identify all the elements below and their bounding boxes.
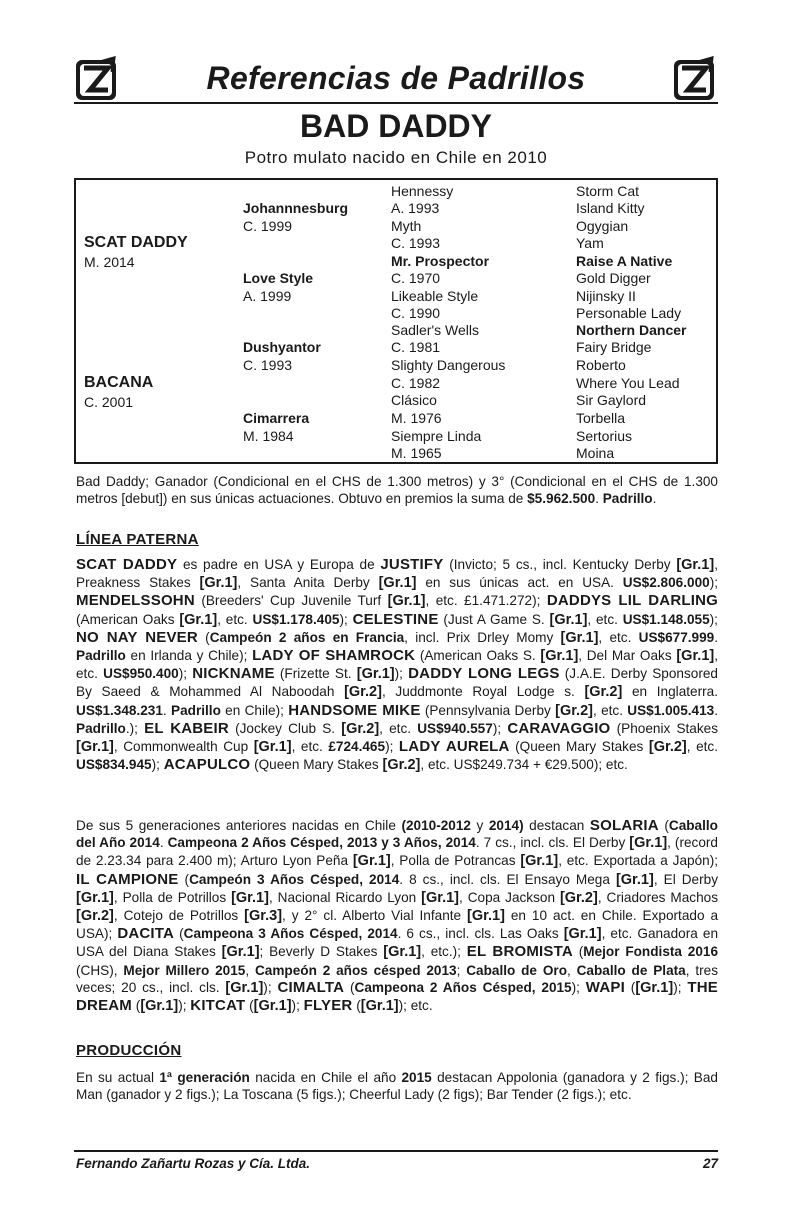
text-fragment: , Juddmonte Royal Lodge s. [381, 684, 585, 700]
text-fragment: [Gr.2] [555, 702, 593, 719]
text-fragment: [Gr.1] [253, 998, 292, 1015]
text-fragment: Campeona 2 Años Césped, 2013 y 3 Años, 2014 [167, 835, 476, 851]
g4-name: Moina [576, 445, 615, 461]
text-fragment: [Gr.1] [140, 998, 179, 1015]
text-fragment: Padrillo [602, 491, 653, 507]
sire-info: M. 2014 [84, 254, 135, 270]
text-fragment: , etc. Exportada a Japón); [558, 853, 719, 869]
text-fragment: US$2.806.000 [622, 575, 710, 591]
text-fragment: [Gr.1] [387, 593, 426, 610]
dam-dam-info: M. 1984 [243, 428, 294, 444]
text-fragment: , tres veces; 20 cs., incl. cls. [76, 962, 719, 995]
text-fragment: [Gr.1] [360, 998, 399, 1015]
text-fragment: THE DREAM [76, 978, 718, 1015]
text-fragment: (Queen Mary Stakes [509, 739, 649, 755]
text-fragment: FLYER [303, 997, 353, 1015]
text-fragment: [Gr.1] [676, 648, 715, 665]
text-fragment: [Gr.1] [356, 666, 395, 683]
text-fragment: ); [709, 575, 719, 591]
text-fragment: Mejor Millero 2015 [123, 962, 246, 978]
text-fragment: ( [658, 818, 669, 833]
text-fragment: ); [394, 666, 409, 682]
text-fragment: , etc. [379, 720, 418, 736]
text-fragment: CARAVAGGIO [507, 719, 611, 737]
g4-name: Fairy Bridge [576, 339, 652, 355]
text-fragment: [Gr.1] [378, 575, 417, 592]
text-fragment: [Gr.1] [629, 835, 668, 852]
text-fragment: ); [709, 611, 718, 627]
text-fragment: [Gr.1] [199, 575, 238, 592]
text-fragment: Campeón 2 años en Francia [209, 629, 405, 645]
text-fragment: , (record de 2.23.34 para 2.400 m); Arturo Lyon Peña [76, 835, 718, 869]
text-fragment: SOLARIA [589, 817, 659, 834]
g3-info: A. 1993 [391, 200, 440, 216]
text-fragment: ( [197, 629, 210, 645]
text-fragment: Padrillo [76, 648, 126, 664]
text-fragment: [Gr.1] [383, 944, 422, 961]
footer-company: Fernando Zañartu Rozas y Cía. Ltda. [76, 1156, 311, 1171]
dam-info: C. 2001 [84, 394, 134, 410]
text-fragment: (Queen Mary Stakes [250, 757, 383, 773]
text-fragment: Campeona 3 Años Césped, 2014 [183, 926, 398, 942]
g4-name: Sir Gaylord [576, 392, 647, 408]
text-fragment: ); [178, 666, 193, 682]
text-fragment: es padre en USA y Europa de [177, 557, 381, 572]
text-fragment: . [595, 491, 603, 507]
text-fragment: De sus 5 generaciones anteriores nacidas en Chile [76, 818, 402, 833]
dam-sire-name: Dushyantor [243, 339, 321, 355]
text-fragment: CELESTINE [352, 610, 439, 628]
text-fragment: , etc. US$249.734 + €29.500); etc. [420, 757, 628, 773]
text-fragment: US$950.400 [103, 666, 179, 682]
section-heading-produccion: PRODUCCIÓN [76, 1042, 182, 1059]
g4-name: Nijinsky II [576, 288, 636, 304]
text-fragment: [Gr.1] [560, 629, 599, 646]
text-fragment: ); [291, 998, 304, 1014]
text-fragment: Caballo de Plata [576, 962, 686, 978]
text-fragment: [Gr.1] [635, 979, 674, 996]
sire-dam-info: A. 1999 [243, 288, 292, 304]
text-fragment: . 7 cs., incl. cls. El Derby [475, 835, 630, 851]
text-fragment: , [567, 962, 577, 978]
text-fragment: Padrillo [171, 702, 221, 718]
text-fragment: (Just A Game S. [438, 611, 550, 627]
text-fragment: EL BROMISTA [466, 943, 573, 961]
text-fragment: US$834.945 [76, 757, 152, 773]
text-fragment: Mejor Fondista 2016 [583, 944, 719, 960]
dam-sire-info: C. 1993 [243, 357, 293, 373]
text-fragment: LADY AURELA [398, 738, 510, 756]
g4-name: Yam [576, 235, 604, 251]
text-fragment: HANDSOME MIKE [288, 701, 421, 719]
text-fragment: [Gr.2] [382, 757, 421, 774]
text-fragment: [Gr.1] [352, 853, 391, 870]
text-fragment: SCAT DADDY [76, 556, 178, 573]
text-fragment: . 8 cs., incl. cls. El Ensayo Mega [399, 871, 616, 887]
text-fragment: [Gr.1] [540, 648, 579, 665]
g4-name: Roberto [576, 357, 626, 373]
text-fragment: , Polla de Potrillos [113, 889, 232, 905]
g4-name: Personable Lady [576, 305, 682, 321]
text-fragment: ( [132, 998, 141, 1014]
text-fragment: ; [456, 962, 467, 978]
text-fragment: (Phoenix Stakes [610, 720, 719, 736]
text-fragment: y [470, 818, 489, 833]
g3-name: Sadler's Wells [391, 322, 479, 338]
g4-name: Storm Cat [576, 183, 640, 199]
text-fragment: [Gr.1] [549, 611, 588, 628]
text-fragment: (CHS), [76, 962, 124, 978]
text-fragment: , y 2° cl. Alberto Vial Infante [282, 908, 468, 924]
g3-name: Likeable Style [391, 288, 479, 304]
stud-logo-icon [672, 56, 718, 102]
text-fragment: ); [339, 611, 353, 627]
text-fragment: ); [492, 720, 508, 736]
text-fragment: , etc. [291, 739, 329, 755]
text-fragment: [Gr.1] [563, 926, 602, 943]
text-fragment: [Gr.1] [225, 979, 264, 996]
text-fragment: Campeón 3 Años Césped, 2014 [189, 871, 400, 887]
text-fragment: ); [385, 739, 399, 755]
g4-name: Ogygian [576, 218, 629, 234]
text-fragment: Caballo del Año 2014 [76, 818, 718, 851]
text-fragment: . [652, 491, 657, 507]
text-fragment: US$1.348.231 [76, 702, 163, 718]
g4-name: Raise A Native [576, 253, 673, 269]
g3-info: M. 1976 [391, 410, 442, 426]
text-fragment: ; Beverly D Stakes [259, 944, 384, 960]
text-fragment: CIMALTA [277, 978, 345, 996]
text-fragment: 2014) [488, 818, 524, 833]
text-fragment: , etc. [587, 611, 623, 627]
text-fragment: [Gr.1] [231, 889, 269, 906]
text-fragment: . 6 cs., incl. cls. Las Oaks [397, 926, 564, 942]
text-fragment: [Gr.1] [76, 739, 114, 756]
text-fragment: , Del Mar Oaks [578, 648, 677, 664]
text-fragment: ); [673, 979, 688, 995]
text-fragment: , etc. [76, 648, 718, 682]
text-fragment: , etc. Ganadora en USA del Diana Stakes [76, 926, 719, 960]
text-fragment: [Gr.2] [584, 684, 623, 701]
g4-name: Where You Lead [576, 375, 680, 391]
text-fragment: [Gr.1] [615, 871, 654, 888]
text-fragment: , etc. £1.471.272); [425, 593, 547, 609]
text-fragment: US$1.178.405 [252, 611, 340, 627]
text-fragment: ); etc. [398, 998, 433, 1014]
text-fragment: destacan [523, 818, 590, 833]
text-fragment: , etc. [598, 629, 639, 645]
g3-name: Myth [391, 218, 422, 234]
dam-name: BACANA [84, 374, 154, 391]
pedigree-table [74, 178, 718, 464]
text-fragment: US$1.148.055 [622, 611, 710, 627]
text-fragment: , Nacional Ricardo Lyon [268, 889, 422, 905]
text-fragment: , Criadores Machos [597, 889, 718, 905]
g4-name: Gold Digger [576, 270, 651, 286]
text-fragment: , El Derby [653, 871, 718, 887]
text-fragment: Campeón 2 años césped 2013 [254, 962, 457, 978]
text-fragment: , Commonwealth Cup [113, 739, 254, 755]
text-fragment: [Gr.1] [76, 889, 114, 906]
text-fragment: KITCAT [190, 997, 246, 1015]
dam-dam-name: Cimarrera [243, 410, 310, 426]
text-fragment: [Gr.2] [648, 739, 687, 756]
text-fragment: NO NAY NEVER [76, 628, 198, 646]
text-fragment: NICKNAME [192, 665, 275, 683]
text-fragment: (Frizette St. [274, 666, 357, 682]
text-fragment: , [245, 962, 255, 978]
sire-dam-name: Love Style [243, 270, 314, 286]
text-fragment: ( [624, 979, 636, 995]
text-fragment: Padrillo [76, 720, 126, 736]
sire-sire-name: Johannnesburg [243, 200, 349, 216]
text-fragment: £724.465 [328, 739, 386, 755]
section-heading-linea-paterna: LÍNEA PATERNA [76, 531, 199, 548]
text-fragment: , etc. [217, 611, 253, 627]
text-fragment: Campeona 2 Años Césped, 2015 [354, 979, 572, 995]
text-fragment: Caballo de Oro [466, 962, 567, 978]
text-fragment: [Gr.1] [179, 611, 218, 628]
paternal-line-paragraph [76, 556, 718, 774]
g3-name: Slighty Dangerous [391, 357, 506, 373]
text-fragment: LADY OF SHAMROCK [252, 647, 416, 665]
text-fragment: MENDELSSOHN [76, 592, 195, 610]
text-fragment: (Invicto; 5 cs., incl. Kentucky Derby [443, 557, 677, 572]
header-divider [74, 102, 718, 104]
text-fragment: ( [572, 944, 584, 960]
g3-info: C. 1970 [391, 270, 441, 286]
text-fragment: ); [178, 998, 191, 1014]
text-fragment: ( [174, 926, 184, 942]
previous-generations-paragraph [76, 817, 718, 1015]
text-fragment: [Gr.2] [76, 908, 114, 925]
text-fragment: . [714, 702, 718, 718]
text-fragment: [Gr.1] [221, 944, 260, 961]
text-fragment: JUSTIFY [380, 556, 444, 573]
g3-name: Hennessy [391, 183, 454, 199]
intro-paragraph [76, 473, 718, 507]
text-fragment: ); [151, 757, 164, 773]
text-fragment: (Pennsylvania Derby [420, 702, 556, 718]
page-number: 27 [702, 1156, 718, 1171]
horse-name: BAD DADDY [300, 108, 492, 144]
sire-name: SCAT DADDY [84, 234, 188, 251]
text-fragment: [Gr.1] [676, 557, 715, 573]
text-fragment: ); [263, 979, 278, 995]
g4-name: Sertorius [576, 428, 633, 444]
text-fragment: en Inglaterra. [622, 684, 718, 700]
text-fragment: [Gr.1] [253, 739, 292, 756]
text-fragment: US$677.999 [638, 629, 715, 645]
g4-name: Torbella [576, 410, 626, 426]
text-fragment: . [159, 835, 168, 851]
text-fragment: DADDYS LIL DARLING [546, 592, 718, 610]
text-fragment: $5.962.500 [527, 491, 596, 507]
g3-info: C. 1981 [391, 339, 441, 355]
text-fragment: DACITA [117, 925, 175, 943]
g3-name: Siempre Linda [391, 428, 482, 444]
text-fragment: en Irlanda y Chile); [125, 648, 253, 664]
text-fragment: [Gr.3] [244, 908, 283, 925]
text-fragment: Bad Daddy; Ganador (Condicional en el CHS de 1.300 metros) y 3° (Condicional en el CHS de 1.300 metros [debut]) en sus únicas actuaciones. Obtuvo en premios la suma de [76, 474, 718, 507]
g4-name: Northern Dancer [576, 322, 687, 338]
g3-name: Clásico [391, 392, 437, 408]
text-fragment: [Gr.1] [467, 908, 505, 925]
text-fragment: [Gr.2] [341, 720, 380, 737]
text-fragment: 1ª generación [159, 1070, 250, 1085]
text-fragment: , etc. [686, 739, 719, 755]
text-fragment: ( [178, 871, 190, 887]
text-fragment: EL KABEIR [144, 719, 229, 737]
text-fragment: , Polla de Potrancas [390, 853, 521, 869]
g3-info: C. 1993 [391, 235, 441, 251]
text-fragment: [Gr.2] [344, 684, 382, 701]
g4-name: Island Kitty [576, 200, 645, 216]
text-fragment: ( [344, 979, 355, 995]
header-title: Referencias de Padrillos [206, 60, 586, 96]
text-fragment: , Santa Anita Derby [237, 575, 379, 591]
sire-sire-info: C. 1999 [243, 218, 293, 234]
g3-info: C. 1990 [391, 305, 441, 321]
text-fragment: en 10 act. en Chile. Exportado a USA); [76, 908, 719, 942]
text-fragment: (American Oaks S. [415, 648, 541, 664]
text-fragment: [Gr.1] [520, 853, 559, 870]
text-fragment: , incl. Prix Drley Momy [404, 629, 561, 645]
g3-info: C. 1982 [391, 375, 441, 391]
text-fragment: destacan Appolonia (ganadora y 2 figs.); Bad Man (ganador y 2 figs.); La Toscana (5 figs.); Cheerful Lady (2 figs); Bar Tender (2 figs.); etc. [76, 1070, 718, 1103]
text-fragment: . [714, 629, 718, 645]
text-fragment: (Jockey Club S. [228, 720, 342, 736]
text-fragment: , Preakness Stakes [76, 557, 718, 591]
text-fragment: 2015 [401, 1070, 432, 1085]
text-fragment: ( [352, 998, 361, 1014]
text-fragment: ); [571, 979, 586, 995]
text-fragment: ACAPULCO [163, 756, 251, 774]
text-fragment: . [162, 702, 172, 718]
production-paragraph [76, 1069, 718, 1103]
text-fragment: (American Oaks [76, 611, 180, 627]
text-fragment: DADDY LONG LEGS [408, 665, 560, 683]
text-fragment: ( [245, 998, 254, 1014]
text-fragment: IL CAMPIONE [76, 870, 179, 888]
g3-name: Mr. Prospector [391, 253, 490, 269]
text-fragment: US$1.005.413 [627, 702, 715, 718]
g3-info: M. 1965 [391, 445, 442, 461]
text-fragment: , etc. [592, 702, 628, 718]
text-fragment: [Gr.2] [559, 889, 598, 906]
text-fragment: , Cotejo de Potrillos [113, 908, 245, 924]
text-fragment: en Chile); [220, 702, 289, 718]
text-fragment: [Gr.1] [421, 889, 460, 906]
text-fragment: nacida en Chile el año [249, 1070, 402, 1085]
text-fragment: (Breeders' Cup Juvenile Turf [194, 593, 388, 609]
text-fragment: .); [125, 720, 145, 736]
footer-divider [74, 1150, 718, 1152]
text-fragment: en sus únicas act. en USA. [416, 575, 623, 591]
text-fragment: (J.A.E. Derby Sponsored By Saeed & Mohammed Al Naboodah [76, 666, 718, 700]
text-fragment: US$940.557 [417, 720, 493, 736]
text-fragment: , Copa Jackson [459, 889, 560, 905]
text-fragment: (2010-2012 [401, 818, 471, 833]
text-fragment: WAPI [585, 978, 625, 996]
text-fragment: , etc.); [421, 944, 467, 960]
horse-subtitle: Potro mulato nacido en Chile en 2010 [244, 148, 548, 167]
text-fragment: En su actual [76, 1070, 160, 1085]
